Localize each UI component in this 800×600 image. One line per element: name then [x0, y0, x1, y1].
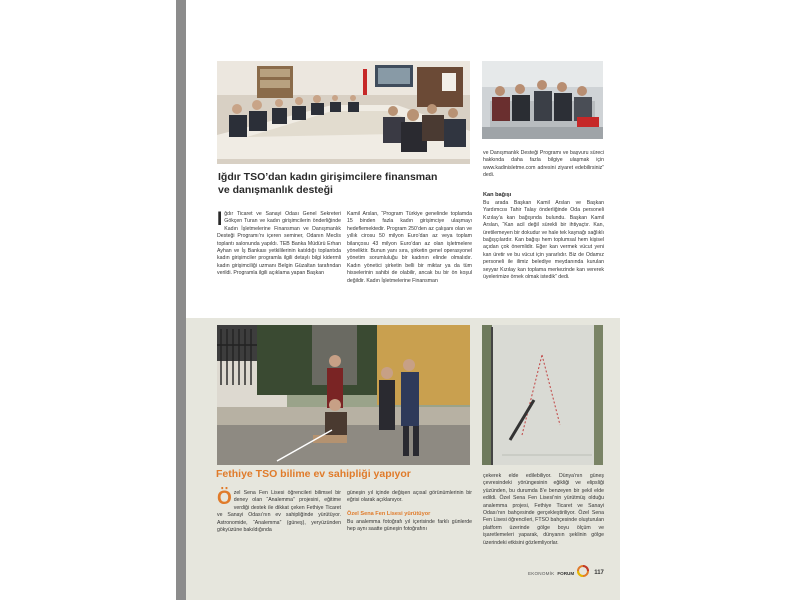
- article2-column-2a: güneşin yıl içinde değişen açısal görünümlerinin bir eğrisi olarak açıklanıyor.: [347, 490, 472, 504]
- meeting-photo: [217, 61, 470, 164]
- article1-dropcap: I: [217, 209, 223, 230]
- article1-column-2: Kamil Arslan, “Program Türkiye genelinde toplamda 15 binden fazla kadın girişimciye ulaşmayı hedeflemektedir. Program 250’den az çalışanı olan ve yıllık cirosu 50 milyon Euro’dan az veya toplam bilançosu 43 milyon Euro’dan az olan işletmelere yöneliktir. Bunun yanı sıra, şirketin genel operasyonel yönetim sorumluluğu bir kadının elinde olmalıdır. Kadın yönetici şirketin belli bir miktar ya da tüm hisselerinin sahibi de olabilir, ancak bu bir ön koşul değildir. Kadın İşletmelerine Finansman: [347, 211, 472, 284]
- students-photo: [217, 325, 470, 465]
- blood-donation-photo: [482, 61, 603, 139]
- article1-column-3b: Bu arada Başkan Kamil Arslan ve Başkan Yardımcısı Tahir Talay önderliğinde Oda personeli Kızılay’a kan bağışında bulundu. Başkan Kamil Arslan, “Kan acil değil sürekli bir ihtiyaçtır. Kan, üretilemeyen bir dokudur ve hale tek kaynağı sağlıklı bağışçılardır. Kan bağışı hem toplumsal hem kişisel açıdan çok önemlidir. Eğer kan vermek vücut yeni kan üretir ve bu vücut için yararlıdır. Biz de Odamız personeli ile ilimiz belediye meydanında kurulan seyyar Kızılay kan toplama merkezinde kan vererek üyelerimize örnek olmak istedik” dedi.: [483, 200, 604, 281]
- page-number: 117: [594, 570, 604, 576]
- article1-col1-text: ğdır Ticaret ve Sanayi Odası Genel Sekreteri Gökçen Turan ve kadın girişimcilerin önderliğinde Kadın İşletmelerine Finansman ve Danışmanlık Desteği Programı’nı içeren seminer, Odanın Meclis toplantı salonunda yapıldı. TEB Banka Müdürü Erhan Ayhan ve İş Bankası yetkililerinin katıldığı toplantıda kadın girişimciler programla ilgili detaylı bilgi kidermli kadın girişimciliği uzmanı Belgin Güzaltan tarafından verildi. Programla ilgili açıklama yapan Başkan: [217, 211, 341, 277]
- article2-title: Fethiye TSO bilime ev sahipliği yapıyor: [216, 468, 411, 480]
- article2-subheading: Özel Sena Fen Lisesi yürütüyor: [347, 511, 431, 517]
- footer-brand-ekonomik: EKONOMİK: [528, 570, 555, 576]
- page-footer: [528, 567, 604, 579]
- forum-logo-icon: [577, 564, 589, 582]
- article2-col1-text: zel Sena Fen Lisesi öğrencileri bilimsel bir deney olan “Analemma” projesini, eğitime verdiği destek ile dikkat çeken Fethiye Ticaret ve Sanayi Odası’nın ev sahipliğinde yürütüyor. Astronomide, “Analemma” (güneş), yeryüzünden gökyüzüne bakıldığında: [217, 490, 341, 534]
- article1-title: Iğdır TSO’dan kadın girişimcilere finansman ve danışmanlık desteği: [218, 171, 438, 196]
- page-spine: [176, 0, 186, 600]
- article2-column-3: çekerek elde edilebiliyor. Dünya’nın güneş çevresindeki yörüngesinin eğikliği ve elipsliği yüzünden, bu durumda 8’e benzeyen bir şekil elde edildi. Özel Sena Fen Lisesi’nin yürütmüş olduğu analemma projesi, Fethiye Ticaret ve Sanayi Odası’nın bahçesinde gerçekleştiriliyor. Özel Sena Fen Lisesi öğrencileri, FTSO bahçesinde oluşturulan platform üzerinde gölge boyu ölçüm ve işaretlemeleri yaparak, dünyanın şeklinin gölge üzerindeki etkisini gözlemliyorlar.: [483, 473, 604, 546]
- magazine-page: [186, 0, 620, 600]
- analemma-platform-photo: [482, 325, 603, 465]
- article1-column-3a: ve Danışmanlık Desteği Programı ve başvuru süreci hakkında daha fazla bilgiye ulaşmak için www.kadinisletme.com adresini ziyaret edebilirsiniz” dedi.: [483, 150, 604, 179]
- article2-dropcap: Ö: [217, 488, 232, 509]
- article2-column-1: [217, 490, 341, 534]
- article2-column-2b: Bu analemma fotoğrafı yıl içerisinde farklı günlerde hep aynı saatte güneşin fotoğrafını: [347, 519, 472, 533]
- article1-column-1: [217, 211, 341, 278]
- left-margin: [0, 0, 176, 600]
- kan-bagisi-heading: Kan bağışı: [483, 192, 512, 198]
- right-margin: [620, 0, 800, 600]
- footer-brand-forum: FORUM: [557, 570, 575, 576]
